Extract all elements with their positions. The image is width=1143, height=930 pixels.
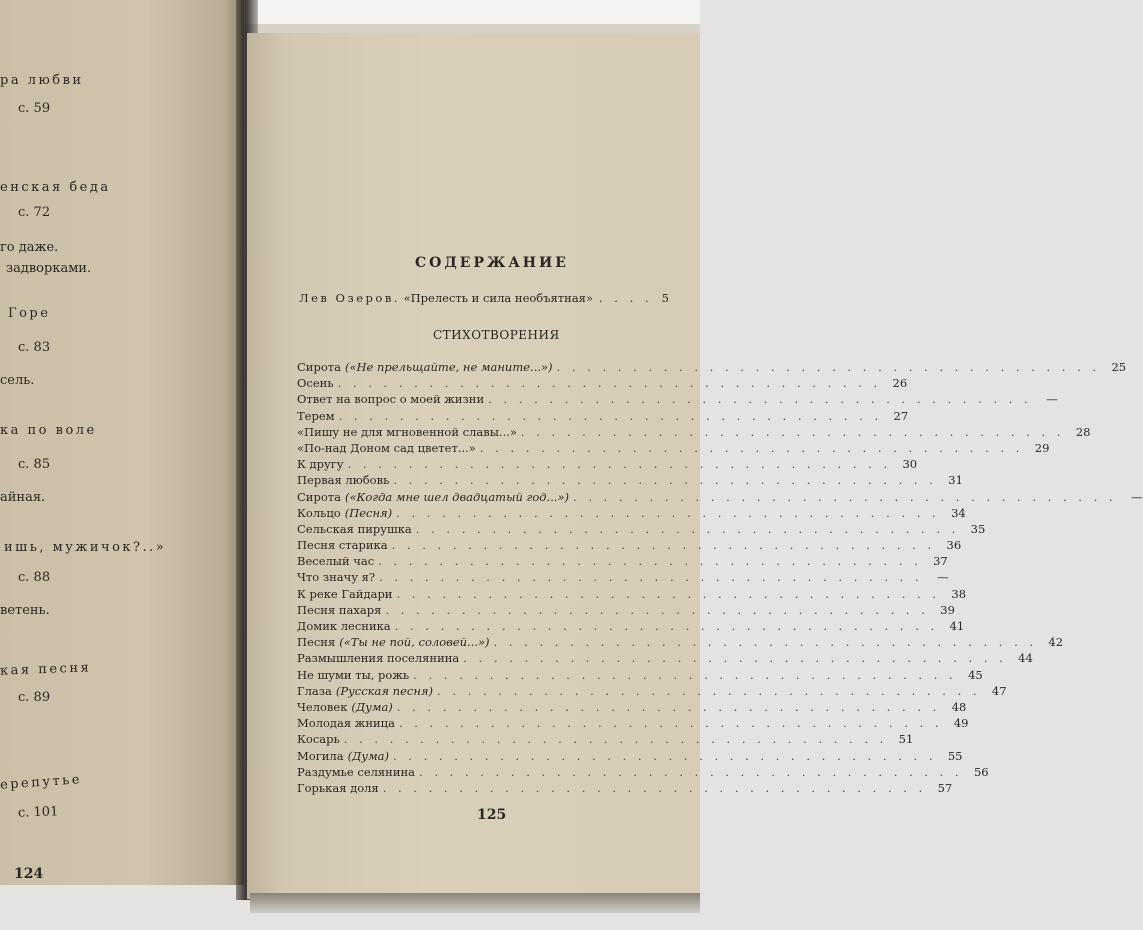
toc-entry-page: 35 xyxy=(970,521,986,536)
toc-entry-page: — xyxy=(1046,392,1058,407)
toc-entry xyxy=(297,748,963,765)
toc-entry xyxy=(297,699,967,716)
left-line: кая песня xyxy=(0,660,92,679)
toc-entry xyxy=(297,732,914,748)
left-line: ка по воле xyxy=(0,423,97,438)
toc-entry xyxy=(297,651,1033,667)
leader-dots: . . . . . . . . . . . . . . . . . . . . . . . . . . . . . . . . . . . . xyxy=(392,748,937,763)
toc-entry-title xyxy=(297,570,375,584)
toc-entry xyxy=(297,570,949,586)
toc-entry-page: 42 xyxy=(1048,635,1064,650)
toc-entry-title xyxy=(297,522,412,536)
toc-entry-page: 26 xyxy=(892,376,908,391)
leader-dots: . . . . . . . . . . . . . . . . . . . . . . . . . . . . . . . . . . . . xyxy=(463,651,1007,666)
toc-entry-title xyxy=(297,749,389,763)
toc-entry-title xyxy=(297,490,569,504)
entry-title: Не шуми ты, рожь xyxy=(297,667,410,682)
left-line: с. 59 xyxy=(18,101,51,116)
toc-entry-title xyxy=(297,781,379,795)
entry-title: Осень xyxy=(297,376,334,391)
toc-entry xyxy=(297,683,1007,700)
leader-dots: . . . . . . . . . . . . . . . . . . . . . . . . . . . . . . . . . . . . xyxy=(337,376,882,391)
entry-title: Сирота xyxy=(297,360,341,374)
entry-title: Веселый час xyxy=(297,554,375,569)
entry-title: Молодая жница xyxy=(297,716,395,731)
left-line: с. 101 xyxy=(17,804,59,821)
entry-note: («Когда мне шел двадцатый год...») xyxy=(344,489,570,504)
entry-note: (Русская песня) xyxy=(335,683,434,698)
toc-entry-page: 27 xyxy=(893,408,909,423)
toc-entry-page: 38 xyxy=(951,586,967,601)
entry-title: Что значу я? xyxy=(297,570,376,585)
toc-entry-title xyxy=(297,473,389,487)
toc-entry-page: 49 xyxy=(953,716,969,731)
left-line: с. 89 xyxy=(18,690,51,705)
left-line: с. 72 xyxy=(18,205,51,220)
entry-title: Кольцо xyxy=(297,505,341,520)
toc-entry-page: 25 xyxy=(1111,360,1127,374)
leader-dots: . . . . . . . . . . . . . . . . . . . . . . . . . . . . . . . . . . . . xyxy=(378,554,922,569)
toc-entry xyxy=(297,764,989,781)
toc-entry-title xyxy=(297,506,392,520)
toc-title: СОДЕРЖАНИЕ xyxy=(415,255,569,271)
toc-entry-title xyxy=(297,554,374,568)
toc-entry-page: 31 xyxy=(948,473,963,488)
left-page-number: 124 xyxy=(14,866,44,882)
toc-entry xyxy=(297,489,1143,506)
leader-dots: . . . . . . . . . . . . . . . . . . . . . . . . . . . . . . . . . . . . xyxy=(437,683,981,698)
entry-title: Глаза xyxy=(297,683,332,698)
entry-title: Человек xyxy=(297,699,348,714)
entry-note: (Дума) xyxy=(347,748,389,763)
toc-entry-title xyxy=(297,425,517,439)
left-page xyxy=(0,0,244,885)
toc-entry-page: — xyxy=(1131,489,1143,504)
toc-entry-page: 48 xyxy=(951,699,967,714)
entry-title: Сирота xyxy=(297,489,341,504)
entry-title: Терем xyxy=(297,408,335,423)
entry-title: К реке Гайдари xyxy=(297,586,393,601)
intro-text: «Прелесть и сила необъятная» xyxy=(403,291,593,305)
entry-title: Песня пахаря xyxy=(297,602,382,617)
entry-title: К другу xyxy=(297,457,344,472)
leader-dots: . . . . . . . . . . . . . . . . . . . . . . . . . . . . . . . . . . . . xyxy=(413,667,957,682)
toc-entry xyxy=(297,635,1064,651)
toc-entry-page: 45 xyxy=(968,667,983,682)
leader-dots: . . . . . . . . . . . . . . . . . . . . . . . . . . . . . . . . . . . . xyxy=(382,780,927,795)
toc-entry-page: 56 xyxy=(973,764,989,779)
toc-entry-title xyxy=(297,684,433,698)
entry-title: Сельская пирушка xyxy=(297,521,412,536)
toc-entry xyxy=(297,586,967,603)
left-line: задворками. xyxy=(6,261,92,276)
intro-page: 5 xyxy=(661,291,669,305)
toc-entry-page: 57 xyxy=(937,780,953,795)
toc-entry-title xyxy=(297,635,490,649)
entry-title: Размышления поселянина xyxy=(297,651,460,666)
left-line: айная. xyxy=(0,490,46,505)
toc-entry xyxy=(297,376,908,392)
toc-entry-page: 36 xyxy=(946,538,962,553)
leader-dots: . . . . . . . . . . . . . . . . . . . . . . . . . . . . . . . . . . . . xyxy=(556,360,1101,374)
leader-dots: . . . . xyxy=(599,291,653,305)
toc-entry-page: 37 xyxy=(933,554,948,569)
leader-dots: . . . . . . . . . . . . . . . . . . . . . . . . . . . . . . . . . . . . xyxy=(396,699,941,714)
toc-entry-title xyxy=(297,765,415,779)
left-line: с. 88 xyxy=(18,570,51,585)
entry-title: «Пишу не для мгновенной славы...» xyxy=(297,424,517,439)
toc-entry-title xyxy=(297,700,393,714)
left-line: енская беда xyxy=(0,180,111,195)
leader-dots: . . . . . . . . . . . . . . . . . . . . . . . . . . . . . . . . . . . . xyxy=(394,619,939,633)
left-line: ерепутье xyxy=(0,772,83,793)
toc-entry-page: 28 xyxy=(1075,424,1091,439)
toc-entry-page: 41 xyxy=(949,619,965,633)
toc-entry-title xyxy=(297,392,484,406)
toc-entry-title xyxy=(297,360,553,374)
toc-entry-title xyxy=(297,619,391,633)
toc-entry-page: 55 xyxy=(947,748,963,763)
toc-entry-title xyxy=(297,732,340,746)
toc-entry xyxy=(297,716,969,732)
leader-dots: . . . . . . . . . . . . . . . . . . . . . . . . . . . . . . . . . . . . xyxy=(385,602,929,617)
entry-note: («Не прельщайте, не маните...») xyxy=(344,360,553,374)
toc-entry-page: 39 xyxy=(940,602,955,617)
leader-dots: . . . . . . . . . . . . . . . . . . . . . . . . . . . . . . . . . . . . xyxy=(493,635,1038,650)
entry-note: (Песня) xyxy=(344,505,393,520)
entry-note: (Дума) xyxy=(351,699,393,714)
right-page-number: 125 xyxy=(477,807,507,823)
toc-entry xyxy=(297,473,963,489)
entry-title: Раздумье селянина xyxy=(297,764,416,779)
toc-entry xyxy=(297,392,1058,408)
toc-entry xyxy=(297,360,1127,376)
intro-author: Лев Озеров. xyxy=(299,291,400,305)
leader-dots: . . . . . . . . . . . . . . . . . . . . . . . . . . . . . . . . . . . . xyxy=(343,732,888,747)
entry-title: «По-над Доном сад цветет...» xyxy=(297,440,476,455)
leader-dots: . . . . . . . . . . . . . . . . . . . . . . . . . . . . . . . . . . . . xyxy=(398,716,943,731)
toc-entry xyxy=(297,538,962,554)
entry-title: Песня xyxy=(297,635,336,650)
toc-entry-page: 47 xyxy=(991,683,1007,698)
toc-list xyxy=(297,360,1143,797)
toc-entry-title xyxy=(297,441,476,455)
leader-dots: . . . . . . . . . . . . . . . . . . . . . . . . . . . . . . . . . . . . xyxy=(415,521,960,536)
toc-entry xyxy=(297,780,953,797)
entry-note: («Ты не пой, соловей...») xyxy=(339,635,490,650)
left-line: сель. xyxy=(0,373,35,388)
left-line: Горе xyxy=(8,306,51,321)
entry-title: Песня старика xyxy=(297,538,388,553)
toc-entry-title xyxy=(297,376,334,390)
toc-entry-title xyxy=(297,457,344,471)
leader-dots: . . . . . . . . . . . . . . . . . . . . . . . . . . . . . . . . . . . . xyxy=(520,424,1065,439)
entry-title: Домик лесника xyxy=(297,619,391,633)
toc-entry xyxy=(297,457,918,473)
toc-entry xyxy=(297,602,955,619)
toc-intro xyxy=(299,291,669,305)
toc-entry xyxy=(297,505,966,522)
leader-dots: . . . . . . . . . . . . . . . . . . . . . . . . . . . . . . . . . . . . xyxy=(338,408,883,423)
toc-entry xyxy=(297,440,1050,457)
section-heading: СТИХОТВОРЕНИЯ xyxy=(433,328,560,342)
entry-title: Ответ на вопрос о моей жизни xyxy=(297,392,485,407)
toc-entry-page: 51 xyxy=(898,732,914,747)
toc-entry xyxy=(297,424,1091,441)
toc-entry-page: 44 xyxy=(1018,651,1033,666)
leader-dots: . . . . . . . . . . . . . . . . . . . . . . . . . . . . . . . . . . . . xyxy=(396,505,940,520)
toc-entry-title xyxy=(297,668,409,682)
leader-dots: . . . . . . . . . . . . . . . . . . . . . . . . . . . . . . . . . . . . xyxy=(393,473,937,488)
toc-entry-page: 30 xyxy=(902,457,918,472)
left-line: го даже. xyxy=(0,240,59,255)
left-line: ветень. xyxy=(0,603,50,618)
entry-title: Косарь xyxy=(297,732,340,747)
leader-dots: . . . . . . . . . . . . . . . . . . . . . . . . . . . . . . . . . . . . xyxy=(396,586,941,601)
leader-dots: . . . . . . . . . . . . . . . . . . . . . . . . . . . . . . . . . . . . xyxy=(347,457,892,472)
entry-title: Могила xyxy=(297,748,344,763)
toc-entry xyxy=(297,521,986,538)
left-line: ишь, мужичок?..» xyxy=(4,540,167,555)
toc-entry xyxy=(297,619,965,635)
toc-entry xyxy=(297,667,983,684)
toc-entry xyxy=(297,408,909,425)
toc-entry-page: 34 xyxy=(951,505,966,520)
toc-entry-title xyxy=(297,716,395,730)
toc-entry-title xyxy=(297,538,388,552)
toc-entry-page: 29 xyxy=(1034,440,1050,455)
toc-entry-title xyxy=(297,603,381,617)
toc-entry-page: — xyxy=(937,570,949,585)
leader-dots: . . . . . . . . . . . . . . . . . . . . . . . . . . . . . . . . . . . . xyxy=(479,440,1024,455)
toc-entry-title xyxy=(297,409,335,423)
left-line: с. 85 xyxy=(18,457,51,472)
leader-dots: . . . . . . . . . . . . . . . . . . . . . . . . . . . . . . . . . . . . xyxy=(391,538,936,553)
right-page xyxy=(247,33,1143,899)
page-shadow xyxy=(250,893,700,913)
leader-dots: . . . . . . . . . . . . . . . . . . . . . . . . . . . . . . . . . . . . xyxy=(419,764,963,779)
toc-entry-title xyxy=(297,651,459,665)
leader-dots: . . . . . . . . . . . . . . . . . . . . . . . . . . . . . . . . . . . . xyxy=(488,392,1032,407)
toc-entry xyxy=(297,554,948,570)
leader-dots: . . . . . . . . . . . . . . . . . . . . . . . . . . . . . . . . . . . . xyxy=(573,489,1117,504)
left-line: с. 83 xyxy=(18,340,51,355)
leader-dots: . . . . . . . . . . . . . . . . . . . . . . . . . . . . . . . . . . . . xyxy=(379,570,923,585)
entry-title: Первая любовь xyxy=(297,473,390,488)
toc-entry-title xyxy=(297,587,392,601)
entry-title: Горькая доля xyxy=(297,780,379,795)
left-line: ра любви xyxy=(0,73,84,88)
